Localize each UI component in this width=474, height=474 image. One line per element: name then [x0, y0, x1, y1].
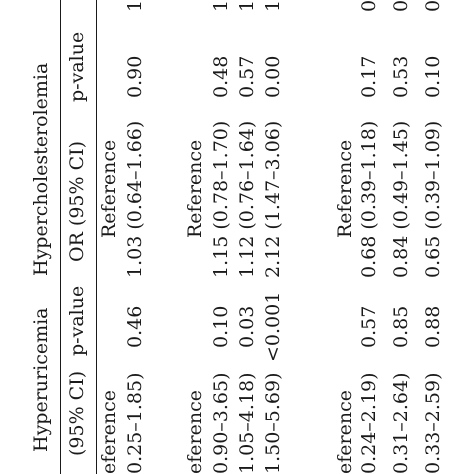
column-header-or-ci-partial: (95% CI) — [66, 370, 88, 456]
row-5-chol-or: 2.12 (1.47–3.06) — [262, 120, 284, 278]
row-5-uric-or: 1.50–5.69) — [262, 372, 284, 474]
row-3-uric-p: 0.10 — [210, 305, 232, 348]
row-6-uric-or: eference — [334, 390, 356, 474]
row-4-uric-p: 0.03 — [236, 305, 258, 348]
row-7-edge: 0 — [358, 0, 380, 12]
row-3-edge: 1 — [210, 0, 232, 12]
row-9-chol-p: 0.10 — [422, 55, 444, 98]
row-5-uric-p: <0.001 — [262, 291, 284, 362]
row-7-chol-or: 0.68 (0.39–1.18) — [358, 120, 380, 278]
row-0-chol-or: Reference — [98, 139, 120, 238]
row-3-chol-or: 1.15 (0.78–1.70) — [210, 120, 232, 278]
row-9-uric-or: 0.33–2.59) — [422, 372, 444, 474]
row-6-chol-or: Reference — [334, 139, 356, 238]
row-7-uric-or: 0.24–2.19) — [358, 372, 380, 474]
row-2-uric-or: eference — [184, 390, 206, 474]
row-7-uric-p: 0.57 — [358, 305, 380, 348]
row-1-chol-p: 0.90 — [124, 55, 146, 98]
row-9-edge: 0 — [422, 0, 444, 12]
column-header-p-value-2: p-value — [66, 31, 88, 102]
row-9-chol-or: 0.65 (0.39–1.09) — [422, 120, 444, 278]
row-1-uric-p: 0.46 — [124, 305, 146, 348]
row-4-edge: 1 — [236, 0, 258, 12]
row-4-chol-or: 1.12 (0.76–1.64) — [236, 120, 258, 278]
row-8-uric-or: 0.31–2.64) — [390, 372, 412, 474]
column-header-or-ci: OR (95% CI) — [66, 140, 88, 262]
row-5-edge: 1 — [262, 0, 284, 12]
row-4-uric-or: 1.05–4.18) — [236, 372, 258, 474]
row-1-chol-or: 1.03 (0.64–1.66) — [124, 120, 146, 278]
row-8-chol-or: 0.84 (0.49–1.45) — [390, 120, 412, 278]
row-8-uric-p: 0.85 — [390, 305, 412, 348]
row-8-chol-p: 0.53 — [390, 55, 412, 98]
row-5-chol-p: 0.00 — [262, 55, 284, 98]
group-header-hyperuricemia: Hyperuricemia — [30, 307, 52, 452]
row-3-uric-or: 0.90–3.65) — [210, 372, 232, 474]
row-2-chol-or: Reference — [184, 139, 206, 238]
row-0-uric-or: eference — [98, 390, 120, 474]
column-header-rule — [96, 0, 97, 474]
row-1-edge: 1 — [124, 0, 146, 12]
row-3-chol-p: 0.48 — [210, 55, 232, 98]
row-1-uric-or: 0.25–1.85) — [124, 372, 146, 474]
group-header-hypercholesterolemia: Hypercholesterolemia — [30, 62, 52, 276]
row-7-chol-p: 0.17 — [358, 55, 380, 98]
row-9-uric-p: 0.88 — [422, 305, 444, 348]
group-header-rule — [60, 0, 61, 474]
column-header-p-value-1: p-value — [66, 285, 88, 356]
row-8-edge: 0 — [390, 0, 412, 12]
row-4-chol-p: 0.57 — [236, 55, 258, 98]
